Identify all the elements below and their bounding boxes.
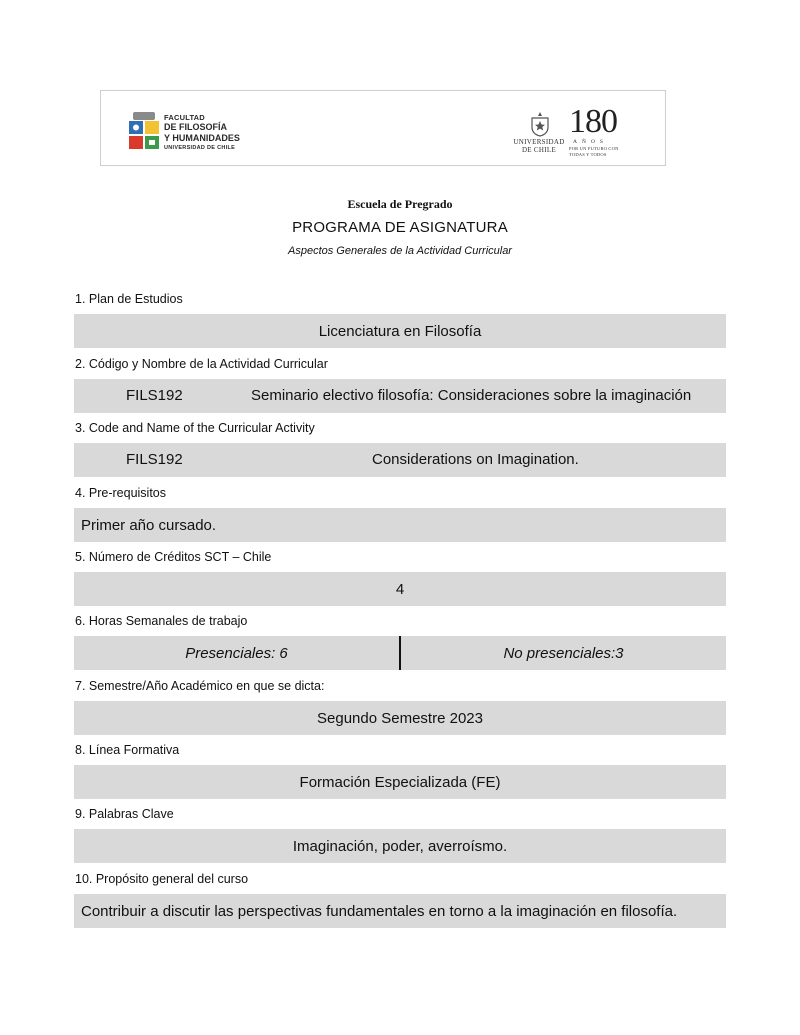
credits-field: [74, 572, 726, 606]
semester-field: [74, 701, 726, 735]
motto-line1: POR UN FUTURO CON: [569, 146, 619, 151]
line-field: [74, 765, 726, 799]
university-name: [509, 138, 569, 154]
keywords-value: Imaginación, poder, averroísmo.: [292, 837, 508, 855]
semester-label: 7. Semestre/Año Académico en que se dicta:: [75, 679, 325, 693]
prereq-field: [74, 508, 726, 542]
purpose-label: 10. Propósito general del curso: [75, 872, 249, 886]
code-name-en-field: [74, 443, 726, 477]
faculty-name: [164, 113, 240, 153]
name-es-value: Seminario electivo filosofía: Consideraciones sobre la imaginación: [251, 387, 692, 404]
faculty-line2: DE FILOSOFÍA: [164, 122, 227, 132]
anniversary-word: AÑOS: [573, 139, 608, 145]
header-banner: [100, 90, 666, 166]
code-es-value: FILS192: [126, 387, 183, 404]
anniversary-number: 180: [569, 103, 617, 140]
purpose-value: Contribuir a discutir las perspectivas fundamentales en torno a la imaginación en filosofía.: [81, 902, 678, 920]
motto-line2: TODAS Y TODOS: [569, 151, 607, 157]
faculty-line3: Y HUMANIDADES: [164, 133, 240, 143]
prereq-value: Primer año cursado.: [81, 516, 217, 534]
hours-label: 6. Horas Semanales de trabajo: [75, 614, 248, 628]
university-seal-icon: [529, 111, 551, 137]
plan-field: [74, 314, 726, 348]
school-name: Escuela de Pregrado: [347, 197, 453, 211]
hours-presencial: Presenciales: 6: [185, 644, 288, 662]
faculty-logo-icon: [127, 112, 161, 152]
plan-value: Licenciatura en Filosofía: [318, 322, 482, 340]
hours-no-presencial: No presenciales:3: [503, 644, 624, 662]
code-name-es-label: 2. Código y Nombre de la Actividad Curricular: [75, 357, 328, 371]
code-name-en-label: 3. Code and Name of the Curricular Activity: [75, 421, 315, 435]
document-title: PROGRAMA DE ASIGNATURA: [292, 219, 508, 236]
code-en-value: FILS192: [126, 451, 183, 468]
uchile-line2: DE CHILE: [521, 146, 557, 154]
hours-field: [74, 636, 726, 670]
keywords-label: 9. Palabras Clave: [75, 807, 174, 821]
keywords-field: [74, 829, 726, 863]
anniversary-motto: [569, 146, 633, 157]
code-name-es-field: [74, 379, 726, 413]
document-subtitle: Aspectos Generales de la Actividad Curricular: [288, 245, 512, 257]
line-value: Formación Especializada (FE): [299, 773, 501, 791]
credits-label: 5. Número de Créditos SCT – Chile: [75, 550, 272, 564]
uchile-line1: UNIVERSIDAD: [513, 138, 565, 146]
purpose-field: [74, 894, 726, 928]
prereq-label: 4. Pre-requisitos: [75, 486, 167, 500]
faculty-line1: FACULTAD: [164, 113, 205, 122]
credits-value: 4: [395, 580, 405, 598]
semester-value: Segundo Semestre 2023: [317, 709, 483, 727]
line-label: 8. Línea Formativa: [75, 743, 180, 757]
name-en-value: Considerations on Imagination.: [372, 451, 579, 468]
faculty-line4: UNIVERSIDAD DE CHILE: [164, 145, 236, 151]
plan-label: 1. Plan de Estudios: [75, 292, 183, 306]
